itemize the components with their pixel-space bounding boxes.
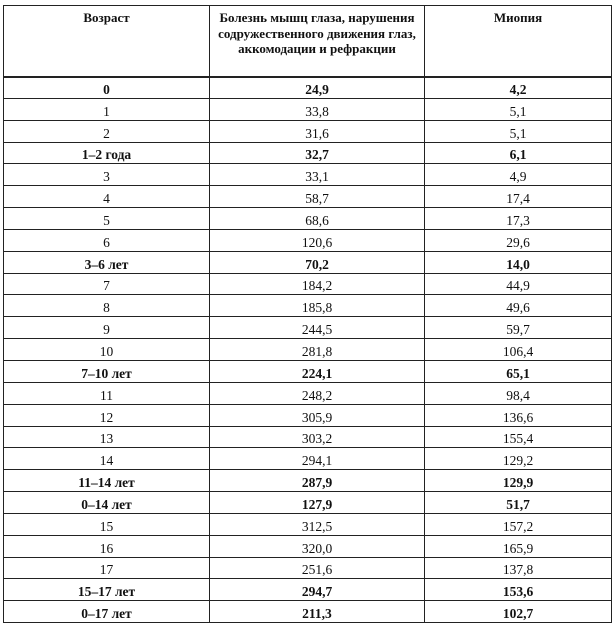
cell-myopia: 17,4	[425, 186, 612, 208]
cell-eye-disease: 184,2	[210, 273, 425, 295]
table-row	[4, 557, 612, 579]
cell-myopia: 153,6	[425, 579, 612, 601]
cell-myopia: 106,4	[425, 339, 612, 361]
cell-age: 7	[4, 273, 210, 295]
cell-eye-disease: 224,1	[210, 360, 425, 382]
cell-age: 3–6 лет	[4, 251, 210, 273]
table-row	[4, 317, 612, 339]
table-row	[4, 164, 612, 186]
cell-age: 7–10 лет	[4, 360, 210, 382]
cell-myopia: 129,2	[425, 448, 612, 470]
cell-eye-disease: 33,1	[210, 164, 425, 186]
cell-age: 16	[4, 535, 210, 557]
table-row	[4, 426, 612, 448]
cell-myopia: 102,7	[425, 601, 612, 623]
cell-myopia: 4,2	[425, 77, 612, 99]
table-row	[4, 601, 612, 623]
cell-myopia: 157,2	[425, 513, 612, 535]
cell-myopia: 14,0	[425, 251, 612, 273]
cell-age: 11	[4, 382, 210, 404]
cell-eye-disease: 70,2	[210, 251, 425, 273]
cell-eye-disease: 120,6	[210, 229, 425, 251]
header-myopia: Миопия	[425, 6, 612, 77]
cell-age: 1	[4, 98, 210, 120]
table-row	[4, 142, 612, 164]
cell-myopia: 49,6	[425, 295, 612, 317]
cell-age: 15–17 лет	[4, 579, 210, 601]
table-row	[4, 492, 612, 514]
cell-myopia: 17,3	[425, 208, 612, 230]
cell-myopia: 51,7	[425, 492, 612, 514]
table-row	[4, 535, 612, 557]
cell-age: 0	[4, 77, 210, 99]
table-row	[4, 251, 612, 273]
cell-age: 3	[4, 164, 210, 186]
cell-age: 4	[4, 186, 210, 208]
header-age: Возраст	[4, 6, 210, 77]
cell-eye-disease: 32,7	[210, 142, 425, 164]
table-row	[4, 77, 612, 99]
cell-age: 1–2 года	[4, 142, 210, 164]
cell-age: 15	[4, 513, 210, 535]
cell-eye-disease: 305,9	[210, 404, 425, 426]
cell-eye-disease: 211,3	[210, 601, 425, 623]
cell-myopia: 59,7	[425, 317, 612, 339]
table-row	[4, 229, 612, 251]
cell-age: 0–17 лет	[4, 601, 210, 623]
cell-age: 14	[4, 448, 210, 470]
cell-myopia: 29,6	[425, 229, 612, 251]
table-row	[4, 382, 612, 404]
cell-age: 13	[4, 426, 210, 448]
cell-myopia: 44,9	[425, 273, 612, 295]
cell-myopia: 98,4	[425, 382, 612, 404]
table-row	[4, 404, 612, 426]
cell-age: 6	[4, 229, 210, 251]
cell-eye-disease: 24,9	[210, 77, 425, 99]
data-table	[3, 5, 612, 623]
cell-eye-disease: 244,5	[210, 317, 425, 339]
cell-eye-disease: 185,8	[210, 295, 425, 317]
cell-myopia: 137,8	[425, 557, 612, 579]
cell-eye-disease: 68,6	[210, 208, 425, 230]
cell-myopia: 5,1	[425, 120, 612, 142]
cell-age: 0–14 лет	[4, 492, 210, 514]
cell-eye-disease: 320,0	[210, 535, 425, 557]
cell-myopia: 165,9	[425, 535, 612, 557]
table-row	[4, 273, 612, 295]
table-row	[4, 513, 612, 535]
table-row	[4, 120, 612, 142]
table-row	[4, 295, 612, 317]
table-row	[4, 186, 612, 208]
table-row	[4, 579, 612, 601]
cell-age: 8	[4, 295, 210, 317]
cell-age: 2	[4, 120, 210, 142]
cell-myopia: 65,1	[425, 360, 612, 382]
cell-eye-disease: 287,9	[210, 470, 425, 492]
cell-myopia: 155,4	[425, 426, 612, 448]
header-row	[4, 6, 612, 77]
cell-eye-disease: 303,2	[210, 426, 425, 448]
table-row	[4, 470, 612, 492]
cell-eye-disease: 312,5	[210, 513, 425, 535]
cell-age: 17	[4, 557, 210, 579]
cell-eye-disease: 251,6	[210, 557, 425, 579]
cell-age: 9	[4, 317, 210, 339]
table-body	[4, 77, 612, 623]
cell-age: 5	[4, 208, 210, 230]
table-row	[4, 448, 612, 470]
table-row	[4, 360, 612, 382]
cell-myopia: 4,9	[425, 164, 612, 186]
cell-eye-disease: 294,1	[210, 448, 425, 470]
cell-age: 12	[4, 404, 210, 426]
cell-eye-disease: 294,7	[210, 579, 425, 601]
table-header	[4, 6, 612, 77]
cell-eye-disease: 127,9	[210, 492, 425, 514]
cell-eye-disease: 33,8	[210, 98, 425, 120]
table-row	[4, 339, 612, 361]
table-row	[4, 208, 612, 230]
cell-myopia: 136,6	[425, 404, 612, 426]
cell-myopia: 129,9	[425, 470, 612, 492]
cell-eye-disease: 248,2	[210, 382, 425, 404]
table-row	[4, 98, 612, 120]
cell-eye-disease: 281,8	[210, 339, 425, 361]
cell-eye-disease: 58,7	[210, 186, 425, 208]
header-eye-disease: Болезнь мышц глаза, нарушения содружественного движения глаз, аккомодации и рефракции	[210, 6, 425, 77]
cell-age: 11–14 лет	[4, 470, 210, 492]
cell-eye-disease: 31,6	[210, 120, 425, 142]
cell-myopia: 5,1	[425, 98, 612, 120]
cell-myopia: 6,1	[425, 142, 612, 164]
cell-age: 10	[4, 339, 210, 361]
